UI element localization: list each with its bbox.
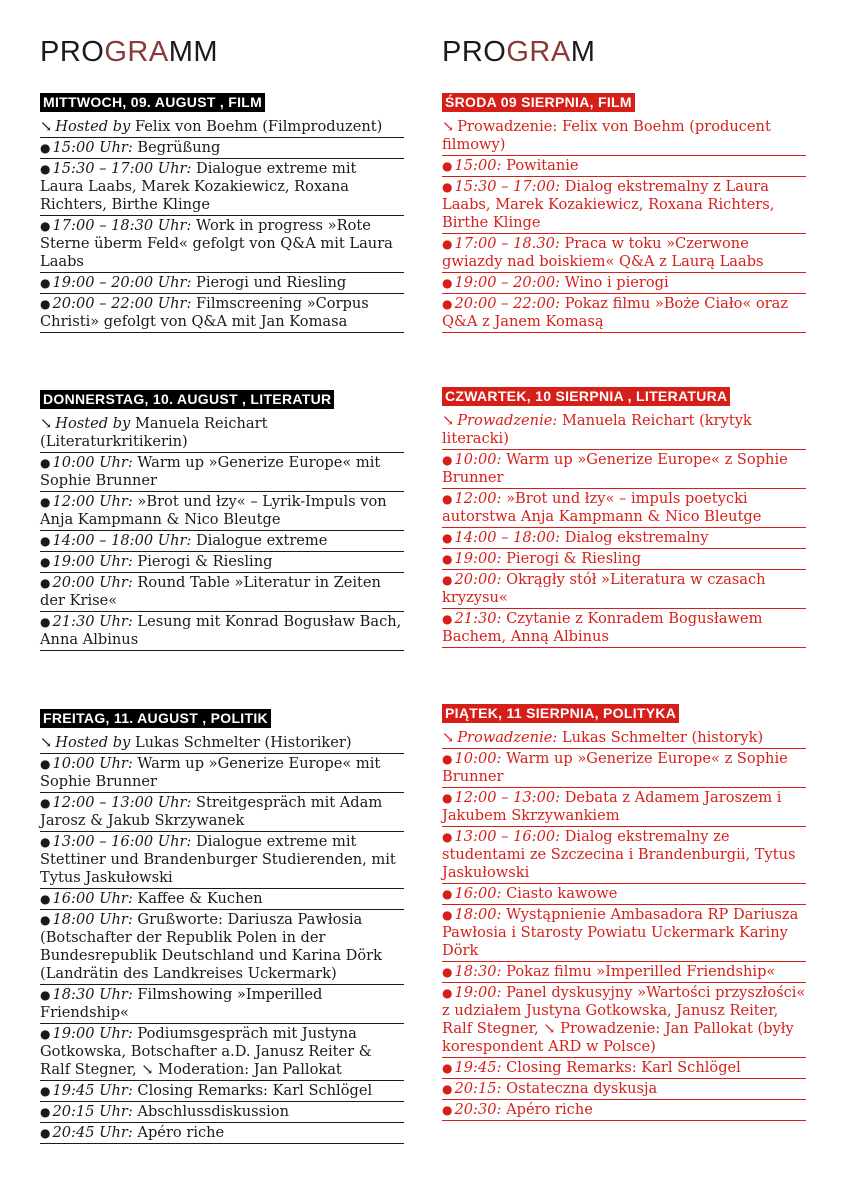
item-text: »Brot und łzy« – impuls poetycki autorstwa Anja Kampmann & Nico Bleutge — [442, 490, 762, 525]
item-text: Closing Remarks: Karl Schlögel — [506, 1059, 741, 1076]
bullet-icon: ● — [40, 892, 51, 906]
bullet-icon: ● — [40, 1084, 51, 1098]
arrow-icon: ↘ — [442, 118, 455, 135]
host-name: Felix von Boehm (producent filmowy) — [442, 118, 771, 153]
item-time: 14:00 – 18:00 Uhr: — [52, 532, 192, 549]
item-text: Warm up »Generize Europe« z Sophie Brunner — [442, 750, 788, 785]
bullet-icon: ● — [442, 180, 453, 194]
day-header: PIĄTEK, 11 SIERPNIA, POLITYKA — [442, 704, 679, 723]
bullet-icon: ● — [40, 276, 51, 290]
item-time: 19:00 Uhr: — [52, 1025, 133, 1042]
item-time: 14:00 – 18:00: — [454, 529, 561, 546]
section-wednesday — [40, 92, 404, 333]
schedule-item — [442, 549, 806, 570]
bullet-icon: ● — [442, 1082, 453, 1096]
item-text: Dialogue extreme mit Laura Laabs, Marek Kozakiewicz, Roxana Richters, Birthe Klinge — [40, 160, 357, 213]
item-time: 13:00 – 16:00 Uhr: — [52, 833, 192, 850]
schedule-item — [442, 827, 806, 884]
item-text: Dialog ekstremalny ze studentami ze Szczecina i Brandenburgii, Tytus Jaskułowski — [442, 828, 796, 881]
section-czwartek — [442, 386, 806, 648]
item-time: 20:00 Uhr: — [52, 574, 133, 591]
title-part: PRO — [442, 36, 507, 68]
item-time: 21:30 Uhr: — [52, 613, 133, 630]
item-text: Round Table »Literatur in Zeiten der Krise« — [40, 574, 381, 609]
item-time: 15:30 – 17:00 Uhr: — [52, 160, 192, 177]
bullet-icon: ● — [442, 159, 453, 173]
item-time: 12:00 – 13:00: — [454, 789, 561, 806]
bullet-icon: ● — [442, 237, 453, 251]
schedule-item — [40, 453, 404, 492]
bullet-icon: ● — [40, 1105, 51, 1119]
schedule-item — [40, 889, 404, 910]
item-time: 12:00 – 13:00 Uhr: — [52, 794, 192, 811]
host-label: Prowadzenie: — [457, 729, 558, 746]
item-text: Wystąpnienie Ambasadora RP Dariusza Pawłosia i Starosty Powiatu Uckermark Kariny Dörk — [442, 906, 799, 959]
item-time: 19:00 – 20:00: — [454, 274, 561, 291]
schedule-item — [40, 832, 404, 889]
item-text: »Brot und łzy« – Lyrik-Impuls von Anja Kampmann & Nico Bleutge — [40, 493, 387, 528]
item-time: 10:00 Uhr: — [52, 454, 133, 471]
item-text: Filmscreening »Corpus Christi» gefolgt von Q&A mit Jan Komasa — [40, 295, 369, 330]
bullet-icon: ● — [40, 297, 51, 311]
bullet-icon: ● — [40, 219, 51, 233]
bullet-icon: ● — [40, 1126, 51, 1140]
bullet-icon: ● — [442, 297, 453, 311]
section-friday — [40, 708, 404, 1144]
arrow-icon: ↘ — [40, 415, 53, 432]
item-text: Panel dyskusyjny »Wartości przyszłości« z udziałem Justyna Gotkowska, Janusz Reiter, Ralf Stegner, ↘ Prowadzenie: Jan Pallokat (były korespondent ARD w Polsce) — [442, 984, 806, 1055]
item-time: 16:00 Uhr: — [52, 890, 133, 907]
day-header: MITTWOCH, 09. AUGUST , FILM — [40, 93, 265, 112]
schedule-item — [40, 216, 404, 273]
schedule-item — [442, 234, 806, 273]
bullet-icon: ● — [442, 830, 453, 844]
bullet-icon: ● — [442, 492, 453, 506]
host-row — [40, 733, 404, 754]
item-time: 10:00 Uhr: — [52, 755, 133, 772]
item-time: 20:00: — [454, 571, 502, 588]
schedule-item — [442, 156, 806, 177]
bullet-icon: ● — [40, 534, 51, 548]
item-time: 20:00 – 22:00: — [454, 295, 561, 312]
item-text: Dialogue extreme — [196, 532, 328, 549]
bullet-icon: ● — [442, 531, 453, 545]
section-thursday — [40, 389, 404, 651]
schedule-item — [40, 159, 404, 216]
day-header: ŚRODA 09 SIERPNIA, FILM — [442, 93, 635, 112]
title-part: PRO — [40, 36, 105, 68]
schedule-item — [40, 273, 404, 294]
item-time: 13:00 – 16:00: — [454, 828, 561, 845]
item-text: Kaffee & Kuchen — [137, 890, 263, 907]
item-text: Streitgespräch mit Adam Jarosz & Jakub Skrzywanek — [40, 794, 383, 829]
item-time: 20:15 Uhr: — [52, 1103, 133, 1120]
item-time: 12:00 Uhr: — [52, 493, 133, 510]
day-header: FREITAG, 11. AUGUST , POLITIK — [40, 709, 271, 728]
host-name: Lukas Schmelter (Historiker) — [134, 734, 352, 751]
item-time: 15:00: — [454, 157, 502, 174]
item-text: Begrüßung — [137, 139, 221, 156]
item-text: Apéro riche — [137, 1124, 225, 1141]
item-time: 19:45: — [454, 1059, 502, 1076]
host-label: Prowadzenie: — [457, 412, 558, 429]
schedule-item — [442, 609, 806, 648]
bullet-icon: ● — [442, 908, 453, 922]
schedule-item — [442, 528, 806, 549]
item-text: Dialog ekstremalny z Laura Laabs, Marek Kozakiewicz, Roxana Richters, Birthe Klinge — [442, 178, 775, 231]
schedule-item — [40, 573, 404, 612]
schedule-item — [442, 962, 806, 983]
host-label: Prowadzenie: — [457, 118, 558, 135]
item-text: Work in progress »Rote Sterne überm Feld« gefolgt von Q&A mit Laura Laabs — [40, 217, 393, 270]
title-part: M — [570, 36, 596, 68]
schedule-item — [40, 1081, 404, 1102]
bullet-icon: ● — [40, 1027, 51, 1041]
item-text: Warm up »Generize Europe« z Sophie Brunner — [442, 451, 788, 486]
item-text: Pierogi & Riesling — [137, 553, 273, 570]
host-label: Hosted by — [55, 415, 131, 432]
item-time: 12:00: — [454, 490, 502, 507]
item-text: Ostateczna dyskusja — [506, 1080, 658, 1097]
schedule-item — [40, 294, 404, 333]
bullet-icon: ● — [442, 573, 453, 587]
item-text: Filmshowing »Imperilled Friendship« — [40, 986, 323, 1021]
schedule-item — [40, 531, 404, 552]
arrow-icon: ↘ — [442, 729, 455, 746]
bullet-icon: ● — [40, 456, 51, 470]
item-text: Apéro riche — [506, 1101, 593, 1118]
schedule-item — [442, 450, 806, 489]
day-header: DONNERSTAG, 10. AUGUST , LITERATUR — [40, 390, 334, 409]
title-accent: GRA — [506, 36, 571, 68]
bullet-icon: ● — [442, 887, 453, 901]
title-part: MM — [168, 36, 219, 68]
bullet-icon: ● — [40, 913, 51, 927]
arrow-icon: ↘ — [40, 118, 53, 135]
item-text: Okrągły stół »Literatura w czasach kryzysu« — [442, 571, 766, 606]
section-sroda — [442, 92, 806, 333]
item-time: 20:00 – 22:00 Uhr: — [52, 295, 192, 312]
schedule-item — [40, 492, 404, 531]
bullet-icon: ● — [442, 986, 453, 1000]
item-time: 15:30 – 17:00: — [454, 178, 561, 195]
host-row — [442, 728, 806, 749]
arrow-icon: ↘ — [40, 734, 53, 751]
bullet-icon: ● — [40, 988, 51, 1002]
bullet-icon: ● — [442, 1061, 453, 1075]
schedule-item — [40, 985, 404, 1024]
item-time: 21:30: — [454, 610, 502, 627]
host-label: Hosted by — [55, 118, 131, 135]
bullet-icon: ● — [442, 965, 453, 979]
host-name: Manuela Reichart (Literaturkritikerin) — [40, 415, 268, 450]
item-text: Grußworte: Dariusza Pawłosia (Botschafter der Republik Polen in der Bundesrepublik Deutschland und Karina Dörk (Landrätin des Landkreises Uckermark) — [40, 911, 382, 982]
schedule-item — [442, 489, 806, 528]
item-text: Powitanie — [506, 157, 579, 174]
item-time: 17:00 – 18:30 Uhr: — [52, 217, 192, 234]
schedule-item — [40, 910, 404, 985]
item-time: 18:30: — [454, 963, 502, 980]
host-name: Manuela Reichart (krytyk literacki) — [442, 412, 752, 447]
item-text: Czytanie z Konradem Bogusławem Bachem, Anną Albinus — [442, 610, 763, 645]
bullet-icon: ● — [442, 612, 453, 626]
schedule-item — [442, 570, 806, 609]
title-accent: GRA — [104, 36, 169, 68]
item-text: Podiumsgespräch mit Justyna Gotkowska, Botschafter a.D. Janusz Reiter & Ralf Stegner, ↘ Moderation: Jan Pallokat — [40, 1025, 372, 1078]
item-time: 20:30: — [454, 1101, 502, 1118]
item-text: Lesung mit Konrad Bogusław Bach, Anna Albinus — [40, 613, 402, 648]
host-row — [40, 414, 404, 453]
schedule-item — [442, 1079, 806, 1100]
schedule-item — [442, 983, 806, 1058]
schedule-item — [40, 1102, 404, 1123]
item-time: 17:00 – 18.30: — [454, 235, 560, 252]
schedule-item — [40, 612, 404, 651]
schedule-item — [442, 905, 806, 962]
bullet-icon: ● — [442, 552, 453, 566]
bullet-icon: ● — [40, 495, 51, 509]
host-row — [40, 117, 404, 138]
item-text: Pierogi und Riesling — [196, 274, 347, 291]
schedule-item — [442, 788, 806, 827]
item-text: Pokaz filmu »Imperilled Friendship« — [506, 963, 776, 980]
bullet-icon: ● — [442, 453, 453, 467]
item-text: Warm up »Generize Europe« mit Sophie Brunner — [40, 755, 381, 790]
item-text: Pierogi & Riesling — [506, 550, 642, 567]
schedule-item — [40, 552, 404, 573]
schedule-item — [442, 884, 806, 905]
bullet-icon: ● — [40, 615, 51, 629]
item-time: 16:00: — [454, 885, 502, 902]
item-time: 18:30 Uhr: — [52, 986, 133, 1003]
item-text: Praca w toku »Czerwone gwiazdy nad boiskiem« Q&A z Laurą Laabs — [442, 235, 764, 270]
schedule-item — [442, 177, 806, 234]
item-text: Pokaz filmu »Boże Ciało« oraz Q&A z Janem Komasą — [442, 295, 789, 330]
item-text: Abschlussdiskussion — [137, 1103, 289, 1120]
item-time: 19:00 – 20:00 Uhr: — [52, 274, 192, 291]
item-time: 19:45 Uhr: — [52, 1082, 133, 1099]
schedule-item — [442, 1058, 806, 1079]
bullet-icon: ● — [40, 835, 51, 849]
item-text: Dialog ekstremalny — [564, 529, 709, 546]
schedule-item — [442, 749, 806, 788]
item-time: 20:15: — [454, 1080, 502, 1097]
bullet-icon: ● — [40, 796, 51, 810]
bullet-icon: ● — [40, 757, 51, 771]
host-name: Lukas Schmelter (historyk) — [561, 729, 764, 746]
item-time: 19:00: — [454, 984, 502, 1001]
arrow-icon: ↘ — [442, 412, 455, 429]
item-time: 10:00: — [454, 451, 502, 468]
host-name: Felix von Boehm (Filmproduzent) — [134, 118, 383, 135]
schedule-item — [442, 294, 806, 333]
bullet-icon: ● — [442, 276, 453, 290]
item-time: 10:00: — [454, 750, 502, 767]
section-piatek — [442, 703, 806, 1121]
item-text: Debata z Adamem Jaroszem i Jakubem Skrzywankiem — [442, 789, 782, 824]
bullet-icon: ● — [442, 1103, 453, 1117]
host-row — [442, 117, 806, 156]
item-text: Dialogue extreme mit Stettiner und Brandenburger Studierenden, mit Tytus Jaskułowski — [40, 833, 396, 886]
item-text: Closing Remarks: Karl Schlögel — [137, 1082, 373, 1099]
polish-title — [442, 36, 595, 69]
item-text: Warm up »Generize Europe« mit Sophie Brunner — [40, 454, 381, 489]
host-label: Hosted by — [55, 734, 131, 751]
bullet-icon: ● — [40, 141, 51, 155]
item-time: 19:00 Uhr: — [52, 553, 133, 570]
bullet-icon: ● — [40, 162, 51, 176]
german-title — [40, 36, 218, 69]
schedule-item — [40, 754, 404, 793]
bullet-icon: ● — [40, 576, 51, 590]
item-text: Wino i pierogi — [564, 274, 669, 291]
item-time: 20:45 Uhr: — [52, 1124, 133, 1141]
day-header: CZWARTEK, 10 SIERPNIA , LITERATURA — [442, 387, 730, 406]
schedule-item — [442, 273, 806, 294]
bullet-icon: ● — [40, 555, 51, 569]
schedule-item — [442, 1100, 806, 1121]
host-row — [442, 411, 806, 450]
schedule-item — [40, 138, 404, 159]
schedule-item — [40, 1024, 404, 1081]
item-time: 15:00 Uhr: — [52, 139, 133, 156]
schedule-item — [40, 793, 404, 832]
schedule-item — [40, 1123, 404, 1144]
item-text: Ciasto kawowe — [506, 885, 618, 902]
bullet-icon: ● — [442, 752, 453, 766]
item-time: 18:00: — [454, 906, 502, 923]
item-time: 19:00: — [454, 550, 502, 567]
bullet-icon: ● — [442, 791, 453, 805]
item-time: 18:00 Uhr: — [52, 911, 133, 928]
